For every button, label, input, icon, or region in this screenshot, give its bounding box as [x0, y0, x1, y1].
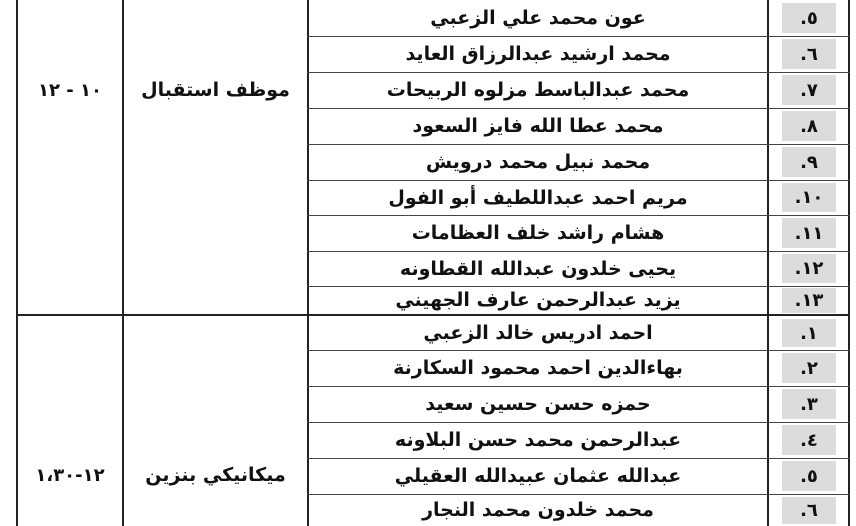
- person-name: عون محمد علي الزعبي: [430, 7, 646, 29]
- person-name: محمد عطا الله فايز السعود: [412, 115, 664, 137]
- row-number: ٩.: [782, 147, 836, 177]
- person-name: محمد نبيل محمد درويش: [425, 151, 651, 173]
- person-name: عبدالرحمن محمد حسن البلاونه: [394, 429, 682, 451]
- time-slot-cell: ١٢-١،٣٠: [35, 464, 105, 486]
- row-number: ١٠.: [782, 183, 836, 212]
- row-number: ١.: [782, 319, 836, 347]
- person-name: هشام راشد خلف العظامات: [411, 222, 665, 244]
- row-number: ٥.: [782, 3, 836, 33]
- person-name: محمد ارشيد عبدالرزاق العايد: [405, 43, 671, 65]
- person-name: محمد عبدالباسط مزلوه الربيحات: [386, 79, 690, 101]
- row-number: ٤.: [782, 425, 836, 455]
- person-name: يحيى خلدون عبدالله القطاونه: [399, 257, 677, 280]
- row-number: ٣.: [782, 389, 836, 419]
- row-number: ٨.: [782, 111, 836, 141]
- table-border: [767, 0, 769, 526]
- person-name: محمد خلدون محمد النجار: [422, 499, 654, 521]
- person-name: مريم احمد عبداللطيف أبو الفول: [388, 186, 688, 209]
- row-number: ١٣.: [782, 288, 836, 313]
- person-name: يزيد عبدالرحمن عارف الجهيني: [395, 289, 681, 311]
- job-title-cell: موظف استقبال: [141, 79, 290, 101]
- table-border-right: [848, 0, 850, 526]
- person-name: حمزه حسن حسين سعيد: [425, 393, 651, 415]
- row-number: ٢.: [782, 353, 836, 383]
- row-number: ٦.: [782, 39, 836, 69]
- job-title-cell: ميكانيكي بنزين: [145, 464, 286, 486]
- row-number: ٧.: [782, 75, 836, 105]
- row-number: ١٢.: [782, 254, 836, 283]
- person-name: احمد ادريس خالد الزعبي: [423, 322, 653, 344]
- row-number: ١١.: [782, 218, 836, 248]
- row-number: ٥.: [782, 461, 836, 491]
- row-number: ٦.: [782, 497, 836, 524]
- time-slot-cell: ١٠ - ١٢: [38, 79, 102, 101]
- person-name: بهاءالدين احمد محمود السكارنة: [393, 357, 683, 379]
- person-name: عبدالله عثمان عبيدالله العقيلي: [394, 465, 682, 487]
